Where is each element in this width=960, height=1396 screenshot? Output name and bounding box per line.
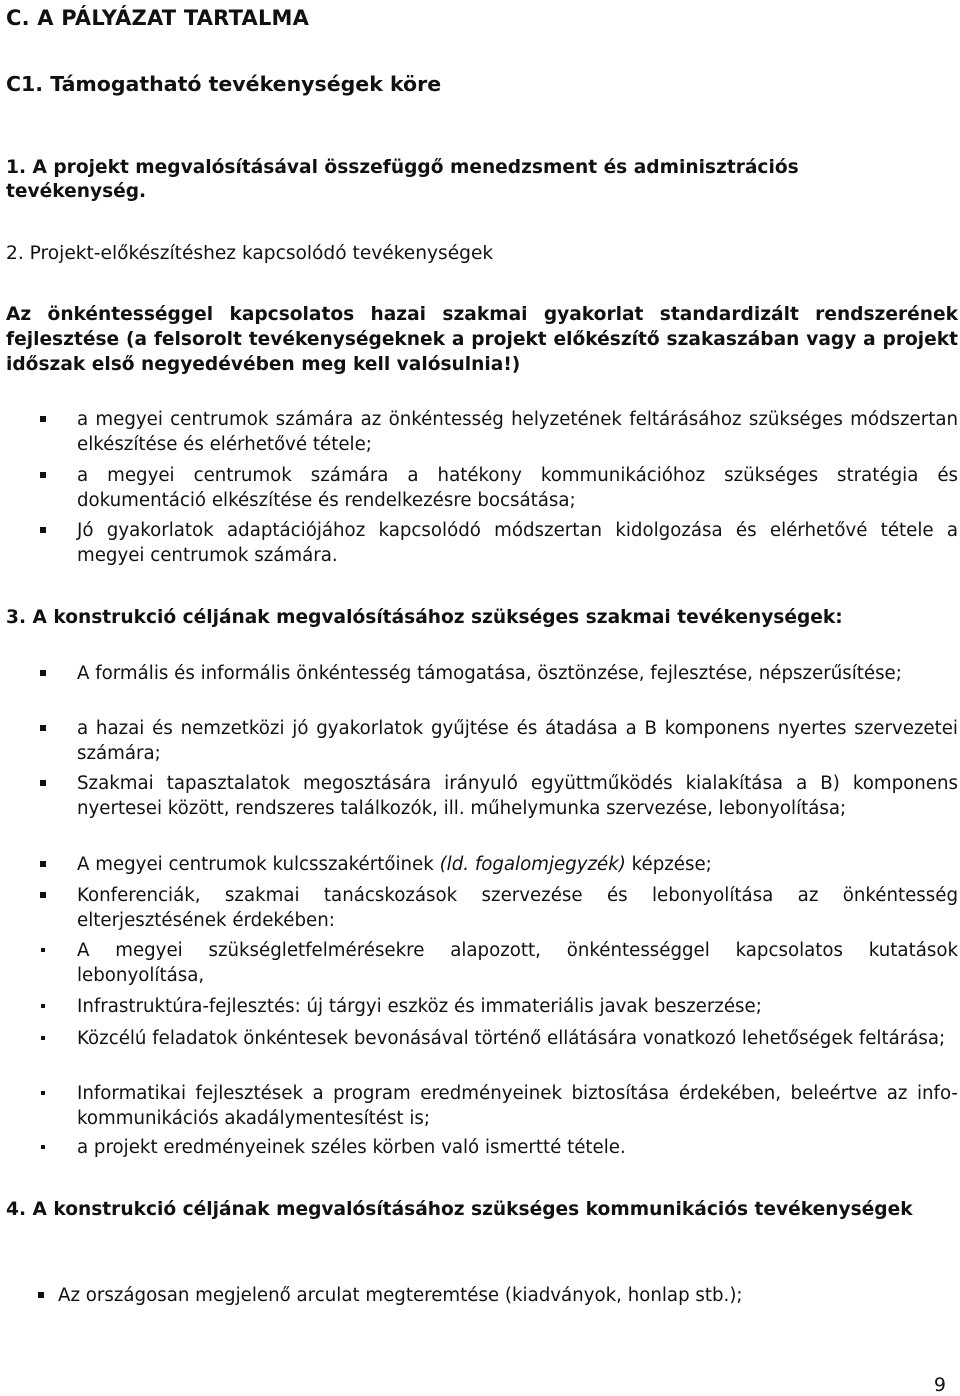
bullet-icon — [41, 1036, 45, 1040]
bullet-icon — [40, 861, 46, 867]
section-subheading: C1. Támogatható tevékenységek köre — [6, 72, 442, 96]
page-number: 9 — [933, 1374, 946, 1396]
bullet-icon — [40, 527, 46, 533]
bullet-icon — [40, 892, 46, 898]
bullet-icon — [40, 472, 46, 478]
section2-title: 2. Projekt-előkészítéshez kapcsolódó tevékenységek — [6, 243, 494, 264]
bullet-icon — [41, 1004, 45, 1008]
bullet-icon — [40, 725, 46, 731]
section4-title: 4. A konstrukció céljának megvalósításához szükséges kommunikációs tevékenységek — [6, 1199, 913, 1220]
page-heading: C. A PÁLYÁZAT TARTALMA — [6, 6, 310, 30]
section3-title: 3. A konstrukció céljának megvalósításához szükséges szakmai tevékenységek: — [6, 607, 843, 628]
bullet-icon — [40, 416, 46, 422]
bullet-icon — [41, 948, 45, 952]
bullet-icon — [38, 1292, 44, 1298]
section1-title-line1: 1. A projekt megvalósításával összefüggő menedzsment és adminisztrációs — [6, 157, 799, 178]
bullet-icon — [41, 1145, 45, 1149]
section2-intro: Az önkéntességgel kapcsolatos hazai szakmai gyakorlat standardizált rendszerének fejlesztése (a felsorolt tevékenységeknek a projekt előkészítő szakaszában vagy a projekt időszak első negyedévében meg kell valósulnia!) — [6, 304, 958, 375]
section1-title-line2: tevékenység. — [6, 181, 147, 202]
bullet-icon — [41, 1091, 45, 1095]
bullet-icon — [40, 670, 46, 676]
bullet-icon — [40, 780, 46, 786]
